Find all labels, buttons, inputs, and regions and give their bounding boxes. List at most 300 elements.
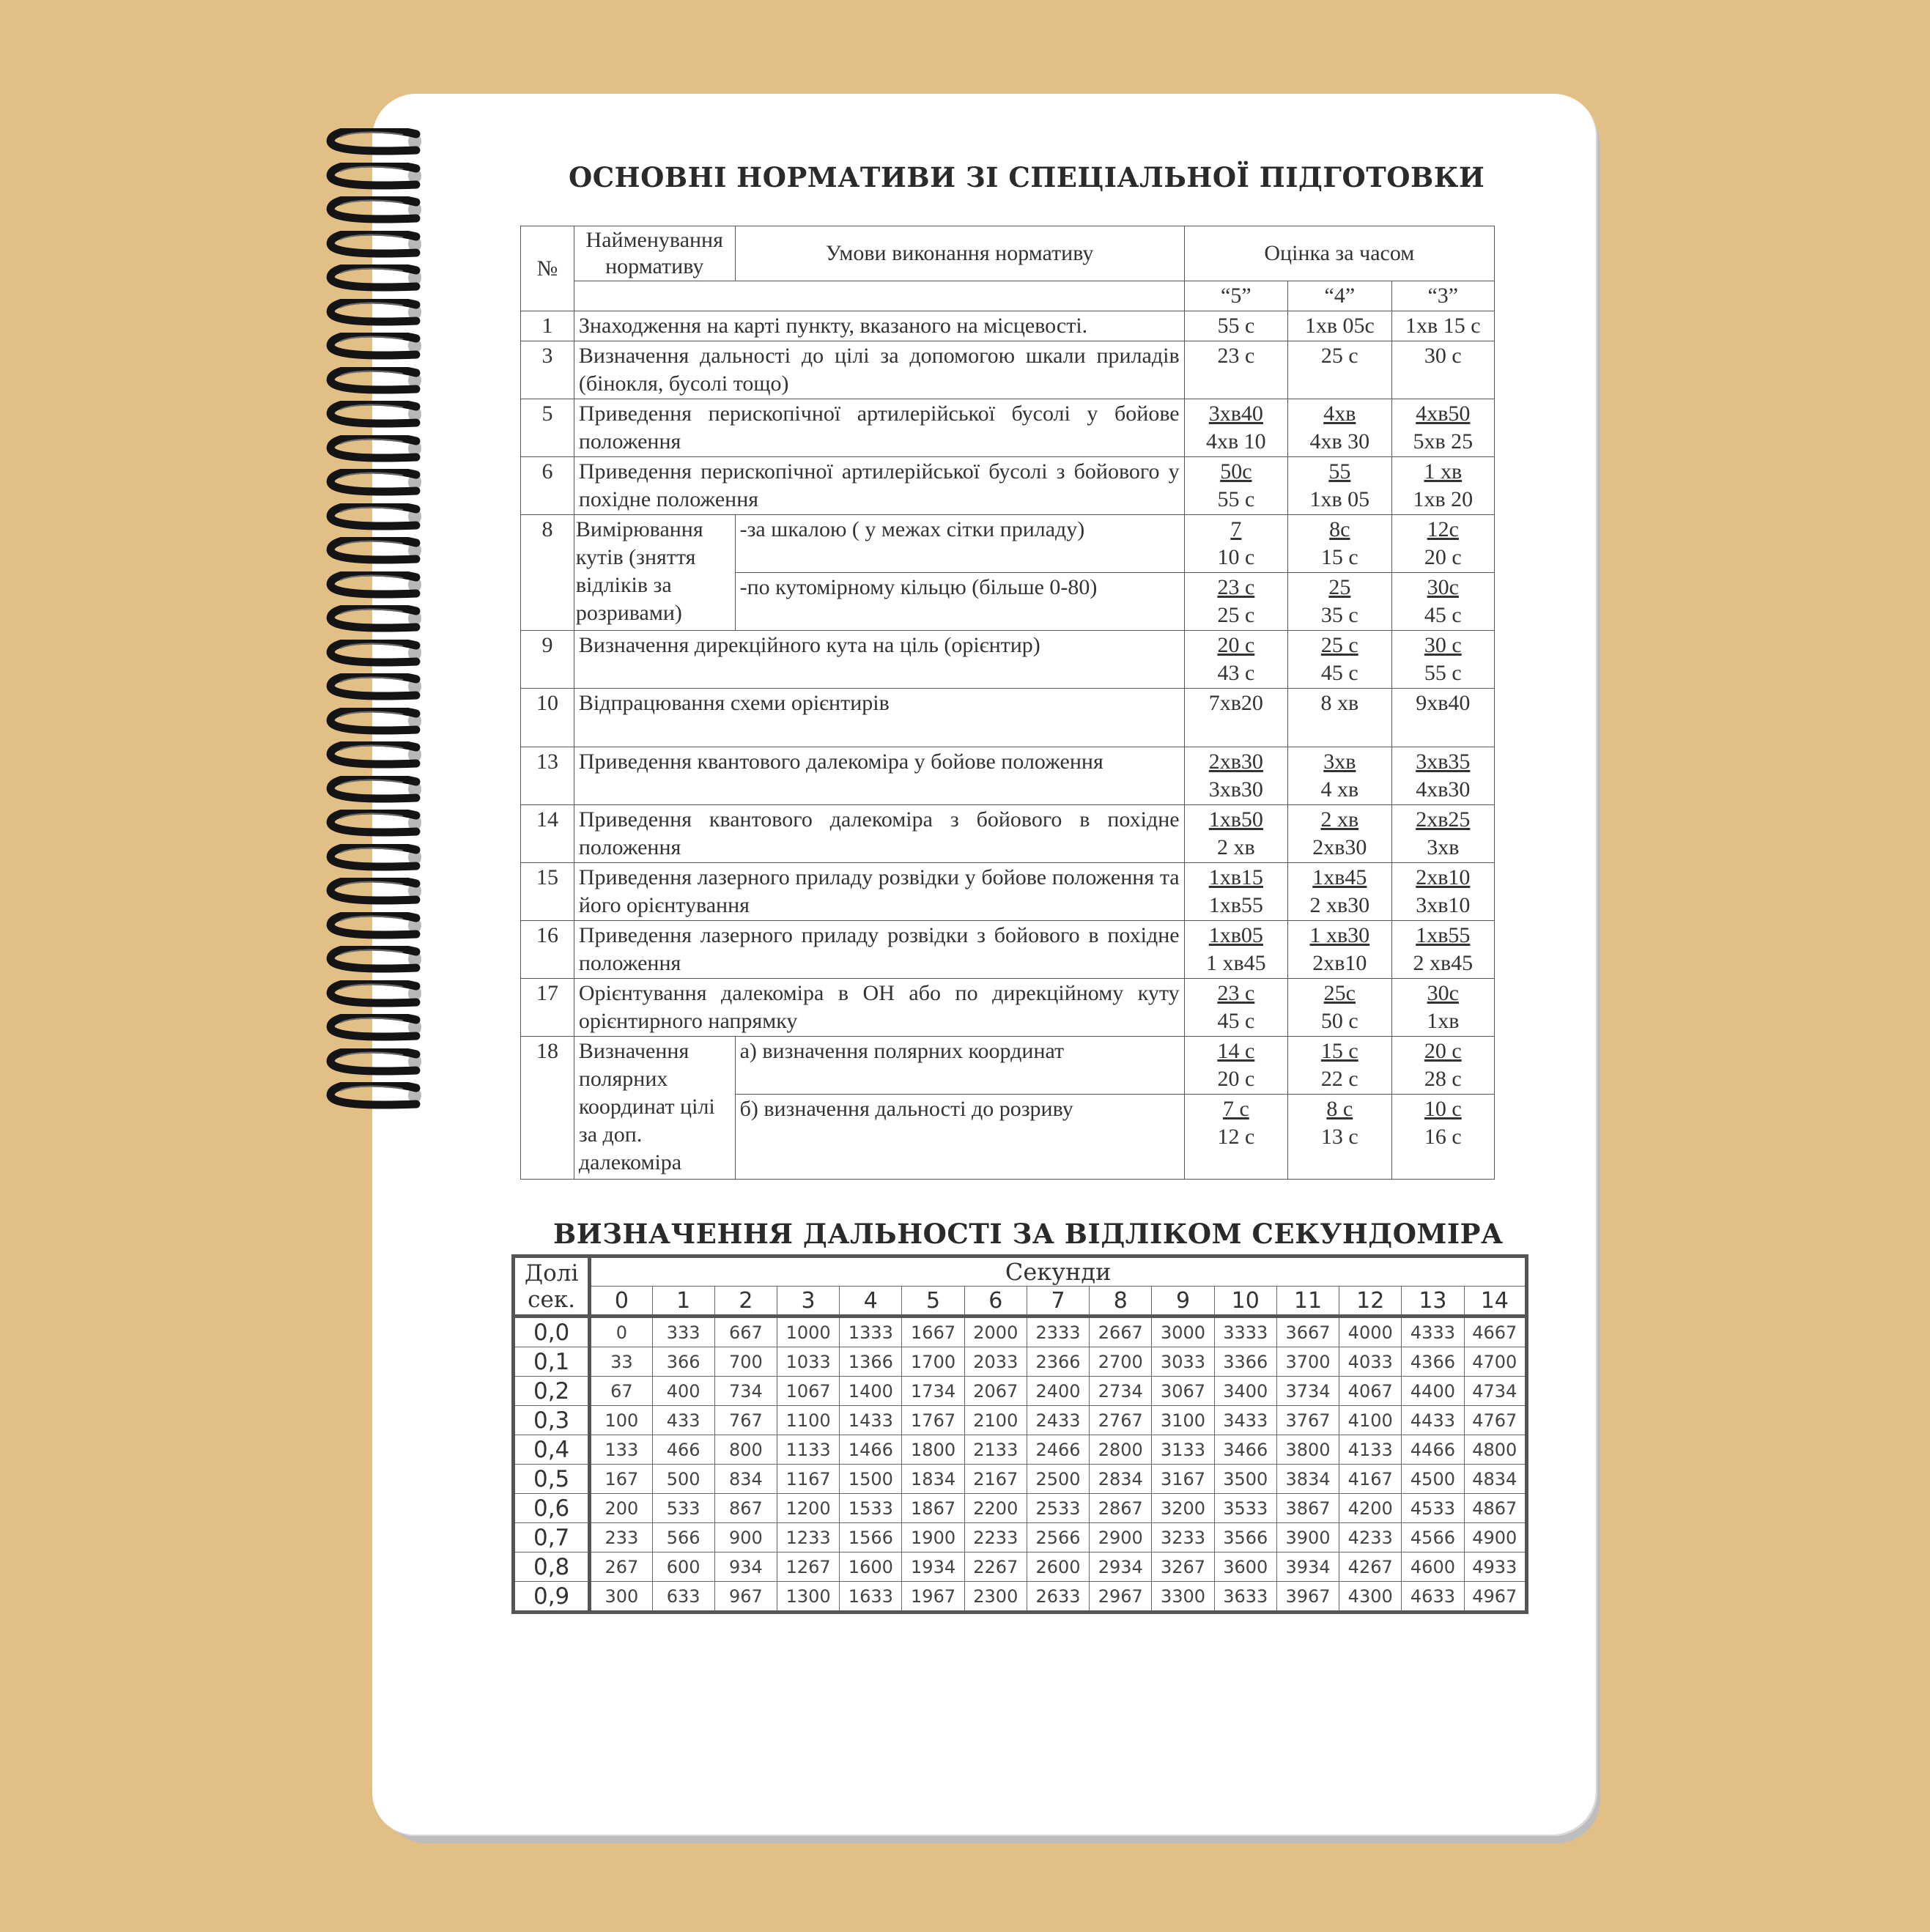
range-value-cell: 900 (714, 1523, 777, 1552)
grade-time-alt: 35 с (1320, 603, 1358, 627)
range-value-cell: 233 (590, 1523, 652, 1552)
range-value-cell: 200 (590, 1494, 652, 1523)
grade-time-alt: 1хв 05 (1309, 487, 1370, 511)
range-row (514, 1435, 1527, 1465)
grade-5 (1184, 689, 1287, 747)
range-value-cell: 1267 (777, 1552, 839, 1582)
grade-time-alt: 20 с (1424, 545, 1462, 569)
norms-header-grades (521, 281, 1495, 311)
range-value-cell: 300 (590, 1582, 652, 1613)
range-value-cell: 2433 (1027, 1406, 1089, 1435)
range-value-cell: 0 (590, 1317, 652, 1347)
grade-4 (1288, 515, 1391, 573)
grade-3 (1391, 341, 1494, 399)
range-value-cell: 3600 (1214, 1552, 1276, 1582)
norm-row (521, 399, 1495, 457)
header-fraction: Долі сек. (514, 1256, 590, 1317)
seconds-header-cell: 13 (1402, 1287, 1464, 1317)
range-value-cell: 3900 (1276, 1523, 1339, 1552)
seconds-header-cell: 9 (1152, 1287, 1214, 1317)
grade-5 (1184, 311, 1287, 341)
range-value-cell: 1100 (777, 1406, 839, 1435)
range-value-cell: 3000 (1152, 1317, 1214, 1347)
grade-5 (1184, 399, 1287, 457)
range-value-cell: 3767 (1276, 1406, 1339, 1435)
grade-time-norm: 30с (1427, 575, 1459, 599)
grade-time-norm: 23 с (1217, 981, 1255, 1005)
spiral-ring-icon (322, 367, 432, 396)
range-value-cell: 2167 (964, 1465, 1027, 1494)
range-value-cell: 2834 (1090, 1465, 1152, 1494)
range-value-cell: 2667 (1090, 1317, 1152, 1347)
norm-name: Приведення перископічної артилерійської бусолі з бойового у похідне положення (574, 457, 1184, 515)
grade-4 (1288, 1095, 1391, 1180)
spiral-ring-icon (322, 878, 432, 907)
range-header-row (514, 1256, 1527, 1287)
grade-5 (1184, 863, 1287, 921)
grade-time-norm: 8 с (1326, 1097, 1353, 1121)
seconds-header-cell: 11 (1276, 1287, 1339, 1317)
range-value-cell: 1067 (777, 1377, 839, 1406)
fraction-cell: 0,1 (514, 1347, 590, 1377)
range-value-cell: 4333 (1402, 1317, 1464, 1347)
range-value-cell: 4700 (1464, 1347, 1526, 1377)
grade-time-alt: 45 с (1320, 661, 1358, 685)
grade-time-norm: 8 хв (1320, 691, 1359, 715)
grade-time-norm: 1хв50 (1208, 807, 1263, 832)
grade-time-alt: 50 с (1320, 1009, 1358, 1033)
range-value-cell: 3400 (1214, 1377, 1276, 1406)
seconds-header-cell: 5 (902, 1287, 964, 1317)
norm-number: 16 (521, 921, 574, 979)
norm-name: Відпрацювання схеми орієнтирів (574, 689, 1184, 747)
range-value-cell: 967 (714, 1582, 777, 1613)
range-value-cell: 4300 (1339, 1582, 1402, 1613)
norm-row (521, 689, 1495, 747)
grade-3 (1391, 573, 1494, 631)
grade-time-norm: 8с (1329, 517, 1350, 541)
spiral-ring-icon (322, 810, 432, 839)
range-value-cell: 1700 (902, 1347, 964, 1377)
range-value-cell: 3133 (1152, 1435, 1214, 1465)
range-value-cell: 267 (590, 1552, 652, 1582)
range-value-cell: 1233 (777, 1523, 839, 1552)
range-value-cell: 466 (652, 1435, 714, 1465)
grade-time-alt: 28 с (1424, 1067, 1462, 1091)
grade-time-norm: 20 с (1217, 633, 1255, 657)
range-value-cell: 3033 (1152, 1347, 1214, 1377)
norm-number: 13 (521, 747, 574, 805)
range-value-cell: 2067 (964, 1377, 1027, 1406)
range-value-cell: 2700 (1090, 1347, 1152, 1377)
range-value-cell: 4566 (1402, 1523, 1464, 1552)
fraction-cell: 0,5 (514, 1465, 590, 1494)
grade-time-norm: 7 (1230, 517, 1242, 541)
grade-time-norm: 2 хв (1320, 807, 1359, 832)
spiral-ring-icon (322, 912, 432, 941)
grade-time-norm: 3хв (1323, 750, 1356, 774)
grade-3 (1391, 979, 1494, 1037)
seconds-header-cell: 3 (777, 1287, 839, 1317)
grade-time-norm: 1хв55 (1416, 923, 1471, 947)
range-value-cell: 3300 (1152, 1582, 1214, 1613)
grade-time-norm: 2хв25 (1416, 807, 1471, 832)
norm-name: Знаходження на карті пункту, вказаного на місцевості. (574, 311, 1184, 341)
range-value-cell: 2867 (1090, 1494, 1152, 1523)
grade-time-norm: 1хв45 (1312, 865, 1367, 889)
seconds-header-cell: 0 (590, 1287, 652, 1317)
range-value-cell: 2533 (1027, 1494, 1089, 1523)
grade-4 (1288, 457, 1391, 515)
seconds-header-cell: 7 (1027, 1287, 1089, 1317)
grade-time-alt: 4хв 10 (1206, 429, 1266, 454)
range-value-cell: 3566 (1214, 1523, 1276, 1552)
grade-4 (1288, 805, 1391, 863)
range-value-cell: 3200 (1152, 1494, 1214, 1523)
range-row (514, 1523, 1527, 1552)
seconds-header-cell: 2 (714, 1287, 777, 1317)
norm-name: Приведення лазерного приладу розвідки у бойове положення та його орієнтування (574, 863, 1184, 921)
grade-3 (1391, 747, 1494, 805)
grade-4 (1288, 631, 1391, 689)
grade-time-norm: 10 с (1424, 1097, 1462, 1121)
grade-time-norm: 1хв 05с (1304, 314, 1375, 338)
norm-number: 5 (521, 399, 574, 457)
grade-time-norm: 4хв50 (1416, 401, 1471, 426)
range-value-cell: 1433 (840, 1406, 902, 1435)
grade-4 (1288, 341, 1391, 399)
range-value-cell: 2934 (1090, 1552, 1152, 1582)
grade-5 (1184, 573, 1287, 631)
grade-time-alt: 20 с (1217, 1067, 1255, 1091)
range-value-cell: 1133 (777, 1435, 839, 1465)
range-value-cell: 1300 (777, 1582, 839, 1613)
spiral-ring-icon (322, 776, 432, 805)
norm-number: 18 (521, 1037, 574, 1180)
seconds-header-cell: 8 (1090, 1287, 1152, 1317)
range-value-cell: 4500 (1402, 1465, 1464, 1494)
norm-row (521, 457, 1495, 515)
range-value-cell: 1867 (902, 1494, 964, 1523)
range-value-cell: 2300 (964, 1582, 1027, 1613)
seconds-header-cell: 6 (964, 1287, 1027, 1317)
seconds-header-cell: 1 (652, 1287, 714, 1317)
grade-time-norm: 23 с (1217, 575, 1255, 599)
header-no: № (521, 226, 574, 311)
range-value-cell: 1400 (840, 1377, 902, 1406)
grade-time-alt: 55 с (1217, 487, 1255, 511)
spiral-ring-icon (322, 299, 432, 328)
range-value-cell: 433 (652, 1406, 714, 1435)
norm-name: Приведення квантового далекоміра у бойове положення (574, 747, 1184, 805)
spiral-ring-icon (322, 163, 432, 192)
range-value-cell: 2400 (1027, 1377, 1089, 1406)
grade-5 (1184, 515, 1287, 573)
grade-5 (1184, 1037, 1287, 1095)
norms-header-row (521, 226, 1495, 281)
grade-5 (1184, 805, 1287, 863)
norm-row (521, 747, 1495, 805)
range-value-cell: 4100 (1339, 1406, 1402, 1435)
range-value-cell: 533 (652, 1494, 714, 1523)
range-value-cell: 4067 (1339, 1377, 1402, 1406)
range-value-cell: 4800 (1464, 1435, 1526, 1465)
grade-time-norm: 25с (1323, 981, 1356, 1005)
range-value-cell: 2000 (964, 1317, 1027, 1347)
range-row (514, 1406, 1527, 1435)
spiral-ring-icon (322, 196, 432, 226)
norm-name: Орієнтування далекоміра в ОН або по дирекційному куту орієнтирного напрямку (574, 979, 1184, 1037)
range-value-cell: 1967 (902, 1582, 964, 1613)
grade-time-norm: 50с (1220, 459, 1252, 484)
header-grade-5: “5” (1184, 281, 1287, 311)
spiral-ring-icon (322, 503, 432, 533)
grade-time-alt: 16 с (1424, 1125, 1462, 1149)
range-value-cell: 1500 (840, 1465, 902, 1494)
range-value-cell: 2566 (1027, 1523, 1089, 1552)
range-value-cell: 1600 (840, 1552, 902, 1582)
grade-time-alt: 2хв10 (1312, 951, 1367, 975)
grade-3 (1391, 1095, 1494, 1180)
grade-time-norm: 2хв10 (1416, 865, 1471, 889)
norm-name: Визначення дирекційного кута на ціль (орієнтир) (574, 631, 1184, 689)
header-conditions: Умови виконання нормативу (735, 226, 1184, 281)
norm-name-text: Визначення полярних координат цілі за доп. далекоміра (578, 1039, 715, 1174)
range-title: ВИЗНАЧЕННЯ ДАЛЬНОСТІ ЗА ВІДЛІКОМ СЕКУНДОМІРА (553, 1218, 1504, 1250)
range-value-cell: 800 (714, 1435, 777, 1465)
range-value-cell: 1466 (840, 1435, 902, 1465)
norm-condition: б) визначення дальності до розриву (735, 1095, 1184, 1180)
range-value-cell: 2267 (964, 1552, 1027, 1582)
header-name: Найменування нормативу (574, 226, 735, 281)
grade-time-alt: 13 с (1320, 1125, 1358, 1149)
grade-3 (1391, 805, 1494, 863)
header-grade-3: “3” (1391, 281, 1494, 311)
norm-row (521, 311, 1495, 341)
grade-time-alt: 4хв30 (1416, 777, 1471, 802)
range-value-cell: 400 (652, 1377, 714, 1406)
grade-time-alt: 45 с (1217, 1009, 1255, 1033)
range-value-cell: 3734 (1276, 1377, 1339, 1406)
grade-5 (1184, 457, 1287, 515)
range-value-cell: 3834 (1276, 1465, 1339, 1494)
norm-number: 9 (521, 631, 574, 689)
grade-time-alt: 4хв 30 (1309, 429, 1370, 454)
grade-3 (1391, 457, 1494, 515)
grade-time-norm: 1 хв (1424, 459, 1463, 484)
grade-time-alt: 12 с (1217, 1125, 1255, 1149)
range-value-cell: 4767 (1464, 1406, 1526, 1435)
fraction-cell: 0,8 (514, 1552, 590, 1582)
grade-time-norm: 55 с (1217, 314, 1255, 338)
grade-time-norm: 3хв40 (1208, 401, 1263, 426)
grade-4 (1288, 747, 1391, 805)
grade-time-alt: 55 с (1424, 661, 1462, 685)
range-value-cell: 1734 (902, 1377, 964, 1406)
grade-time-alt: 1хв55 (1208, 893, 1263, 917)
range-value-cell: 3433 (1214, 1406, 1276, 1435)
spiral-ring-icon (322, 708, 432, 737)
range-value-cell: 4867 (1464, 1494, 1526, 1523)
range-value-cell: 1834 (902, 1465, 964, 1494)
norm-number: 10 (521, 689, 574, 747)
norm-number: 14 (521, 805, 574, 863)
range-value-cell: 2633 (1027, 1582, 1089, 1613)
grade-time-norm: 25 с (1320, 344, 1358, 368)
range-value-cell: 4267 (1339, 1552, 1402, 1582)
range-value-cell: 100 (590, 1406, 652, 1435)
range-value-cell: 2033 (964, 1347, 1027, 1377)
range-value-cell: 2600 (1027, 1552, 1089, 1582)
range-value-cell: 1200 (777, 1494, 839, 1523)
range-value-cell: 600 (652, 1552, 714, 1582)
norm-condition: -за шкалою ( у межах сітки приладу) (735, 515, 1184, 573)
grade-time-norm: 4хв (1323, 401, 1356, 426)
grade-5 (1184, 341, 1287, 399)
range-value-cell: 3867 (1276, 1494, 1339, 1523)
range-value-cell: 3167 (1152, 1465, 1214, 1494)
norm-name: Визначення дальності до цілі за допомогою шкали приладів (бінокля, бусолі тощо) (574, 341, 1184, 399)
fraction-cell: 0,2 (514, 1377, 590, 1406)
range-value-cell: 3800 (1276, 1435, 1339, 1465)
norms-title: ОСНОВНІ НОРМАТИВИ ЗІ СПЕЦІАЛЬНОЇ ПІДГОТОВКИ (569, 161, 1485, 193)
range-value-cell: 1667 (902, 1317, 964, 1347)
norm-row (521, 341, 1495, 399)
range-value-cell: 3667 (1276, 1317, 1339, 1347)
grade-time-norm: 30 с (1424, 633, 1462, 657)
grade-time-norm: 25 (1328, 575, 1351, 599)
grade-time-alt: 2 хв45 (1413, 951, 1474, 975)
grade-time-alt: 2хв30 (1312, 835, 1367, 859)
spiral-ring-icon (322, 640, 432, 669)
range-value-cell: 2734 (1090, 1377, 1152, 1406)
range-value-cell: 4133 (1339, 1435, 1402, 1465)
grade-3 (1391, 689, 1494, 747)
seconds-header-cell: 12 (1339, 1287, 1402, 1317)
range-value-cell: 2200 (964, 1494, 1027, 1523)
grade-time-alt: 2 хв30 (1309, 893, 1370, 917)
grade-time-alt: 3хв30 (1208, 777, 1263, 802)
grade-time-norm: 3хв35 (1416, 750, 1471, 774)
spiral-ring-icon (322, 844, 432, 873)
grade-time-norm: 20 с (1424, 1039, 1462, 1063)
range-value-cell: 133 (590, 1435, 652, 1465)
grade-time-norm: 25 с (1320, 633, 1358, 657)
grade-time-alt: 45 с (1424, 603, 1462, 627)
spiral-ring-icon (322, 537, 432, 566)
grade-time-alt: 3хв (1427, 835, 1460, 859)
range-value-cell: 1366 (840, 1347, 902, 1377)
grade-time-alt: 4 хв (1320, 777, 1359, 802)
grade-time-norm: 23 с (1217, 344, 1255, 368)
range-value-cell: 667 (714, 1317, 777, 1347)
fraction-cell: 0,9 (514, 1582, 590, 1613)
range-value-cell: 2333 (1027, 1317, 1089, 1347)
grade-3 (1391, 863, 1494, 921)
grade-5 (1184, 1095, 1287, 1180)
range-value-cell: 734 (714, 1377, 777, 1406)
grade-4 (1288, 689, 1391, 747)
spiral-ring-icon (322, 128, 432, 158)
range-value-cell: 4433 (1402, 1406, 1464, 1435)
fraction-cell: 0,0 (514, 1317, 590, 1347)
range-value-cell: 2767 (1090, 1406, 1152, 1435)
range-value-cell: 1800 (902, 1435, 964, 1465)
range-value-cell: 167 (590, 1465, 652, 1494)
range-row (514, 1494, 1527, 1523)
range-value-cell: 4167 (1339, 1465, 1402, 1494)
range-value-cell: 1033 (777, 1347, 839, 1377)
grade-5 (1184, 631, 1287, 689)
range-value-cell: 2233 (964, 1523, 1027, 1552)
grade-time-norm: 1хв 15 с (1405, 314, 1481, 338)
spiral-ring-icon (322, 1048, 432, 1078)
range-value-cell: 4900 (1464, 1523, 1526, 1552)
spiral-ring-icon (322, 231, 432, 260)
norm-row (521, 1037, 1495, 1095)
grade-3 (1391, 921, 1494, 979)
range-row (514, 1552, 1527, 1582)
grade-time-alt: 25 с (1217, 603, 1255, 627)
range-value-cell: 2466 (1027, 1435, 1089, 1465)
norm-row (521, 921, 1495, 979)
range-value-cell: 4734 (1464, 1377, 1526, 1406)
seconds-header-cell: 10 (1214, 1287, 1276, 1317)
header-spacer (574, 281, 1184, 311)
grade-4 (1288, 863, 1391, 921)
range-value-cell: 4366 (1402, 1347, 1464, 1377)
range-value-cell: 3100 (1152, 1406, 1214, 1435)
spiral-ring-icon (322, 264, 432, 294)
grade-5 (1184, 747, 1287, 805)
range-value-cell: 1167 (777, 1465, 839, 1494)
grade-3 (1391, 1037, 1494, 1095)
grade-time-norm: 30с (1427, 981, 1459, 1005)
grade-time-norm: 1хв15 (1208, 865, 1263, 889)
range-row (514, 1377, 1527, 1406)
fraction-cell: 0,7 (514, 1523, 590, 1552)
grade-4 (1288, 399, 1391, 457)
range-value-cell: 2900 (1090, 1523, 1152, 1552)
grade-time-alt: 10 с (1217, 545, 1255, 569)
norms-table (520, 226, 1495, 1180)
range-row (514, 1465, 1527, 1494)
range-value-cell: 3366 (1214, 1347, 1276, 1377)
grade-time-norm: 7хв20 (1208, 691, 1263, 715)
grade-time-alt: 1хв 20 (1413, 487, 1474, 511)
grade-time-alt: 22 с (1320, 1067, 1358, 1091)
range-value-cell: 1767 (902, 1406, 964, 1435)
seconds-header-cell: 14 (1464, 1287, 1526, 1317)
seconds-header-cell: 4 (840, 1287, 902, 1317)
range-value-cell: 3967 (1276, 1582, 1339, 1613)
range-value-cell: 1900 (902, 1523, 964, 1552)
spiral-ring-icon (322, 946, 432, 975)
spiral-ring-icon (322, 673, 432, 703)
norm-row (521, 631, 1495, 689)
grade-4 (1288, 573, 1391, 631)
range-value-cell: 4967 (1464, 1582, 1526, 1613)
range-row (514, 1582, 1527, 1613)
grade-time-norm: 55 (1328, 459, 1351, 484)
grade-time-alt: 1хв (1427, 1009, 1460, 1033)
spiral-ring-icon (322, 605, 432, 634)
grade-5 (1184, 921, 1287, 979)
norm-condition: -по кутомірному кільцю (більше 0-80) (735, 573, 1184, 631)
norm-row (521, 979, 1495, 1037)
range-value-cell: 767 (714, 1406, 777, 1435)
range-value-cell: 3633 (1214, 1582, 1276, 1613)
